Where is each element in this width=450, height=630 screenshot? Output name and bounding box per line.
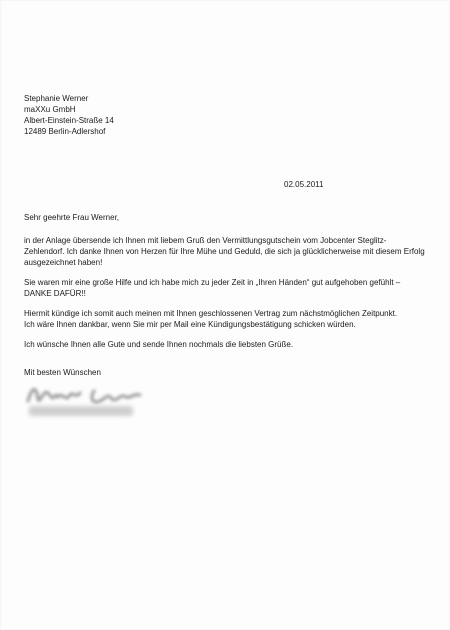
letter-date: 02.05.2011 bbox=[284, 180, 324, 189]
recipient-address-block bbox=[24, 93, 114, 137]
paragraph-line: Ich wünsche Ihnen alle Gute und sende Ihnen nochmals die liebsten Grüße. bbox=[24, 340, 294, 349]
paragraph-line: ausgezeichnet haben! bbox=[24, 258, 103, 267]
paragraph-line: DANKE DAFÜR!! bbox=[24, 289, 86, 298]
paragraph-termination bbox=[24, 308, 426, 330]
paragraph-line: Hiermit kündige ich somit auch meinen mit Ihnen geschlossenen Vertrag zum nächstmöglichen Zeitpunkt. bbox=[24, 309, 398, 318]
paragraph-line: Ich wäre Ihnen dankbar, wenn Sie mir per Mail eine Kündigungsbestätigung schicken würden. bbox=[24, 320, 356, 329]
salutation: Sehr geehrte Frau Werner, bbox=[24, 213, 120, 222]
recipient-company: maXXu GmbH bbox=[24, 105, 76, 114]
paragraph-gratitude bbox=[24, 277, 426, 299]
paragraph-line: in der Anlage übersende ich Ihnen mit liebem Gruß den Vermittlungsgutschein vom Jobcenter Steglitz- bbox=[24, 236, 387, 245]
letter-body bbox=[24, 235, 426, 359]
redacted-name-block bbox=[29, 406, 133, 416]
recipient-city: 12489 Berlin-Adlershof bbox=[24, 127, 106, 136]
paragraph-wishes bbox=[24, 339, 426, 350]
paragraph-line: Zehlendorf. Ich danke Ihnen von Herzen für Ihre Mühe und Geduld, die sich ja glücklicherweise mit diesem Erfolg bbox=[24, 247, 425, 256]
closing-phrase: Mit besten Wünschen bbox=[24, 368, 101, 377]
recipient-name: Stephanie Werner bbox=[24, 94, 89, 103]
paragraph-thanks bbox=[24, 235, 426, 268]
recipient-street: Albert-Einstein-Straße 14 bbox=[24, 116, 114, 125]
paragraph-line: Sie waren mir eine große Hilfe und ich habe mich zu jeder Zeit in „Ihren Händen“ gut aufgehoben gefühlt – bbox=[24, 278, 401, 287]
